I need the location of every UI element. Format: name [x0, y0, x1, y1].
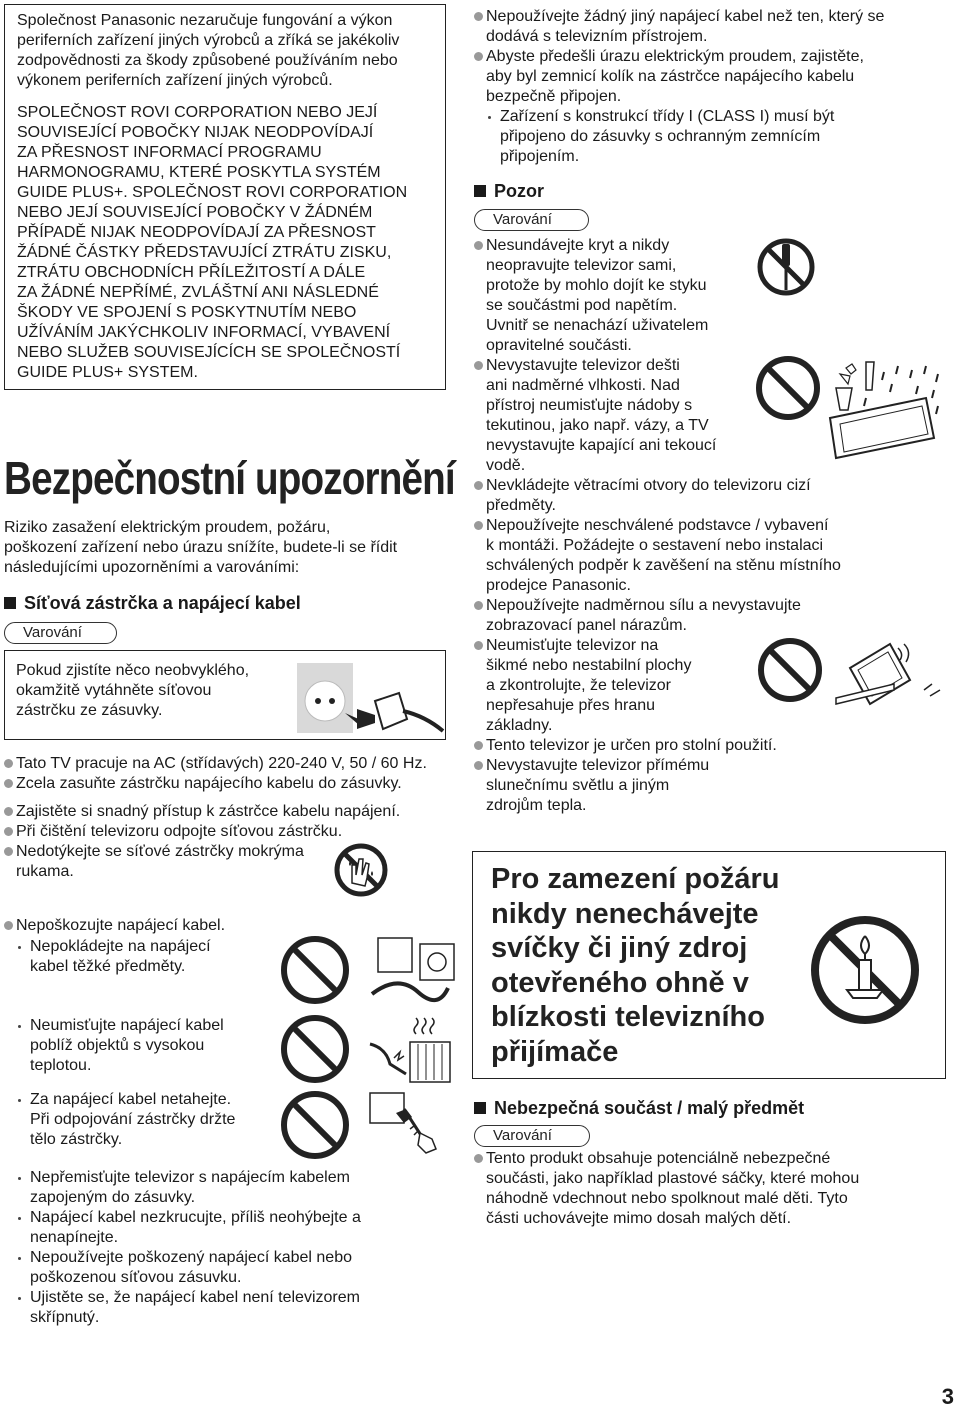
caution-heading — [474, 180, 544, 202]
text-line: Napájecí kabel nezkrucujte, příliš neohýbejte a — [30, 1209, 361, 1226]
text-line: následujícími upozorněními a varováními: — [4, 559, 300, 576]
plug-bullets-1 — [4, 754, 454, 794]
text-line: okamžitě vytáhněte síťovou — [16, 682, 212, 699]
text-line: výkonem periferních zařízení jiných výrobců. — [17, 72, 333, 89]
rain-tv-icon — [826, 358, 946, 468]
text-line: tělo zástrčky. — [30, 1131, 123, 1148]
list-item — [474, 1149, 954, 1229]
text-line: Zařízení s konstrukcí třídy I (CLASS I) musí být — [500, 108, 835, 125]
list-item: Tento televizor je určen pro stolní použití. — [474, 736, 954, 756]
text-line: poblíž objektů s vysokou — [30, 1037, 205, 1054]
text-line: ani nadměrné vlhkosti. Nad — [486, 377, 680, 394]
text-line: zodpovědnosti za škody způsobené používáním nebo — [17, 52, 398, 69]
text-line: přístroj neumisťujte nádoby s — [486, 397, 693, 414]
text-line: dodává s televizním přístrojem. — [486, 28, 708, 45]
text-line: připojením. — [500, 148, 580, 165]
text-line: poškozenou síťovou zásuvku. — [30, 1269, 242, 1286]
text-line: SOUVISEJÍCÍ POBOČKY NIJAK NEODPOVÍDAJÍ — [17, 124, 374, 141]
text-line: rukama. — [16, 863, 74, 880]
text-line: Nevkládejte větracími otvory do televizoru cizí — [486, 477, 811, 494]
disclaimer-para-1 — [17, 11, 433, 91]
prohibition-icon — [278, 934, 358, 1006]
text-line: předměty. — [486, 497, 556, 514]
text-line: Nepoužívejte žádný jiný napájecí kabel než ten, který se — [486, 8, 885, 25]
text-line: připojeno do zásuvky s ochranným zemnícím — [500, 128, 821, 145]
list-item — [474, 236, 954, 356]
text-line: Při odpojování zástrčky držte — [30, 1111, 236, 1128]
sub-item — [474, 107, 954, 167]
box-text — [16, 661, 249, 721]
text-line: tekutinou, jako např. vázy, a TV — [486, 417, 709, 434]
text-line: nikdy nenechávejte — [491, 897, 759, 930]
text-line: a zkontrolujte, že televizor — [486, 677, 671, 694]
text-line: otevřeného ohně v — [491, 966, 749, 999]
text-line: HARMONOGRAMU, KTERÉ POSKYTLA SYSTÉM — [17, 164, 381, 181]
unplug-warning-box — [4, 650, 446, 740]
text-line: náhodně vdechnout nebo spolknout malé děti. Tyto — [486, 1190, 848, 1207]
page-title: Bezpečnostní upozornění — [4, 452, 455, 504]
text-line: skřípnutý. — [30, 1309, 100, 1326]
fire-warning-box — [472, 851, 946, 1079]
prohibition-icon — [278, 1013, 358, 1085]
text-line: části uchovávejte mimo dosah malých dětí. — [486, 1210, 792, 1227]
text-line: vodě. — [486, 457, 526, 474]
text-line: Uvnitř se nenachází uživatelem — [486, 317, 709, 334]
text-line: GUIDE PLUS+ SYSTEM. — [17, 364, 198, 381]
wet-hand-icon — [330, 843, 392, 897]
text-line: Nepokládejte na napájecí — [30, 938, 211, 955]
screwdriver-icon — [756, 232, 816, 302]
text-line: Pokud zjistíte něco neobvyklého, — [16, 662, 250, 679]
text-line: kabel těžké předměty. — [30, 958, 186, 975]
plug-sub-1 — [4, 937, 274, 977]
list-item: Tato TV pracuje na AC (střídavých) 220-240 V, 50 / 60 Hz. — [4, 754, 454, 774]
sub-item — [4, 1168, 454, 1208]
intro-text — [4, 518, 444, 578]
text-line: Nepoužívejte nadměrnou sílu a nevystavujte — [486, 597, 801, 614]
text-line: blízkosti televizního — [491, 1001, 765, 1033]
text-line: součásti, jako například plastové sáčky, které mohou — [486, 1170, 860, 1187]
text-line: Neumisťujte napájecí kabel — [30, 1017, 224, 1034]
list-item: Při čištění televizoru odpojte síťovou zástrčku. — [4, 822, 454, 842]
text-line: Za napájecí kabel netahejte. — [30, 1091, 232, 1108]
sub-item — [4, 1208, 454, 1248]
disclaimer-box — [4, 4, 446, 390]
heater-icon — [366, 1014, 458, 1088]
caution-warning-label: Varování — [474, 209, 589, 231]
text-line: zdrojům tepla. — [486, 797, 587, 814]
list-item — [474, 47, 954, 107]
text-line: zobrazovací panel nárazům. — [486, 617, 687, 634]
square-bullet-icon — [474, 185, 486, 197]
text-line: NEBO SLUŽEB SOUVISEJÍCÍCH SE SPOLEČNOSTÍ — [17, 344, 401, 361]
plug-section-heading — [4, 592, 301, 614]
small-parts-bullets — [474, 1149, 954, 1229]
text-line: slunečnímu světlu a jiným — [486, 777, 670, 794]
text-line: základny. — [486, 717, 553, 734]
list-item: Nepoškozujte napájecí kabel. — [4, 916, 454, 936]
heading-text: Pozor — [494, 181, 545, 201]
text-line: prodejce Panasonic. — [486, 577, 631, 594]
text-line: poškození zařízení nebo úrazu snížíte, budete-li se řídit — [4, 539, 398, 556]
list-item — [474, 596, 954, 636]
list-item: Zcela zasuňte zástrčku napájecího kabelu do zásuvky. — [4, 774, 454, 794]
text-line: svíčky či jiný zdroj — [491, 932, 748, 964]
text-line: teplotou. — [30, 1057, 92, 1074]
plug-sub-2 — [4, 1016, 274, 1076]
text-line: šikmé nebo nestabilní plochy — [486, 657, 692, 674]
page-number: 3 — [941, 1384, 954, 1409]
small-parts-heading — [474, 1097, 804, 1119]
text-line: Nedotýkejte se síťové zástrčky mokrýma — [16, 843, 304, 860]
text-line: Ujistěte se, že napájecí kabel není televizorem — [30, 1289, 360, 1306]
plug-warning-label: Varování — [4, 622, 117, 644]
text-line: nevystavujte kapající ani tekoucí — [486, 437, 717, 454]
plug-bullet-3 — [4, 916, 454, 936]
cable-weight-icon — [368, 934, 458, 1004]
text-line: se součástmi pod napětím. — [486, 297, 678, 314]
text-line: Nepoužívejte poškozený napájecí kabel nebo — [30, 1249, 352, 1266]
tilted-tv-icon — [834, 640, 954, 706]
fire-warning-text — [491, 862, 779, 1069]
text-line: PŘÍPADĚ NIJAK NEODPOVÍDAJÍ ZA PŘESNOST — [17, 224, 376, 241]
text-line: SPOLEČNOST ROVI CORPORATION NEBO JEJÍ — [17, 104, 378, 121]
list-item — [474, 476, 954, 516]
caution-bullets — [474, 236, 954, 816]
list-item — [474, 756, 954, 816]
square-bullet-icon — [474, 1102, 486, 1114]
text-line: GUIDE PLUS+. SPOLEČNOST ROVI CORPORATION — [17, 184, 408, 201]
text-line: Nevystavujte televizor přímému — [486, 757, 710, 774]
prohibition-icon — [754, 354, 828, 428]
prohibition-icon — [278, 1089, 358, 1161]
square-bullet-icon — [4, 597, 16, 609]
text-line: aby byl zemnicí kolík na zástrčce napájecího kabelu — [486, 68, 855, 85]
text-line: UŽÍVÁNÍM JAKÝCHKOLIV INFORMACÍ, VYBAVENÍ — [17, 324, 391, 341]
text-line: Abyste předešli úrazu elektrickým proudem, zajistěte, — [486, 48, 864, 65]
text-line: protože by mohlo dojít ke styku — [486, 277, 707, 294]
text-line: ŠKODY VE SPOJENÍ S POSKYTNUTÍM NEBO — [17, 304, 357, 321]
text-line: Společnost Panasonic nezaručuje fungování a výkon — [17, 12, 393, 29]
sub-item — [4, 1288, 454, 1328]
list-item — [474, 516, 954, 596]
text-line: neopravujte televizor sami, — [486, 257, 677, 274]
sub-item — [4, 1248, 454, 1288]
plug-sub-3 — [4, 1090, 274, 1150]
disclaimer-para-2 — [17, 103, 433, 383]
heading-text: Síťová zástrčka a napájecí kabel — [24, 593, 301, 613]
list-item — [474, 7, 954, 47]
text-line: ZA ŽÁDNÉ NEPŘÍMÉ, ZVLÁŠTNÍ ANI NÁSLEDNÉ — [17, 284, 379, 301]
text-line: Nevystavujte televizor dešti — [486, 357, 680, 374]
right-top-bullets — [474, 7, 954, 167]
sub-item — [4, 937, 274, 977]
plug-socket-icon — [295, 661, 445, 736]
text-line: bezpečně připojen. — [486, 88, 622, 105]
sub-item — [4, 1090, 274, 1150]
text-line: NEBO JEJÍ SOUVISEJÍCÍ POBOČKY V ŽÁDNÉM — [17, 204, 373, 221]
text-line: Riziko zasažení elektrickým proudem, požáru, — [4, 519, 331, 536]
cable-pull-icon — [366, 1089, 446, 1155]
text-line: periferních zařízení jiných výrobců a zříká se jakékoliv — [17, 32, 400, 49]
candle-icon — [805, 910, 925, 1030]
small-parts-warning-label: Varování — [474, 1125, 590, 1147]
heading-text: Nebezpečná součást / malý předmět — [494, 1098, 805, 1118]
text-line: schválených podpěr k zavěšení na stěnu místního — [486, 557, 841, 574]
prohibition-icon — [756, 636, 830, 710]
text-line: Nepoužívejte neschválené podstavce / vybavení — [486, 517, 829, 534]
text-line: přijímače — [491, 1035, 619, 1068]
text-line: ZTRÁTU OBCHODNÍCH PŘÍLEŽITOSTÍ A DÁLE — [17, 264, 366, 281]
text-line: Nesundávejte kryt a nikdy — [486, 237, 670, 254]
plug-sub-list — [4, 1168, 454, 1328]
text-line: zapojeným do zásuvky. — [30, 1189, 196, 1206]
text-line: Neumisťujte televizor na — [486, 637, 659, 654]
text-line: k montáži. Požádejte o sestavení nebo instalaci — [486, 537, 824, 554]
text-line: zástrčku ze zásuvky. — [16, 702, 163, 719]
list-item: Zajistěte si snadný přístup k zástrčce kabelu napájení. — [4, 802, 454, 822]
text-line: nenapínejte. — [30, 1229, 119, 1246]
sub-item — [4, 1016, 274, 1076]
text-line: opravitelné součásti. — [486, 337, 632, 354]
text-line: nepřesahuje přes hranu — [486, 697, 656, 714]
text-line: ZA PŘESNOST INFORMACÍ PROGRAMU — [17, 144, 322, 161]
text-line: Nepřemisťujte televizor s napájecím kabelem — [30, 1169, 350, 1186]
text-line: Tento produkt obsahuje potenciálně nebezpečné — [486, 1150, 831, 1167]
text-line: Pro zamezení požáru — [491, 863, 780, 895]
text-line: ŽÁDNÉ ČÁSTKY PŘEDSTAVUJÍCÍ ZTRÁTU ZISKU, — [17, 244, 392, 261]
